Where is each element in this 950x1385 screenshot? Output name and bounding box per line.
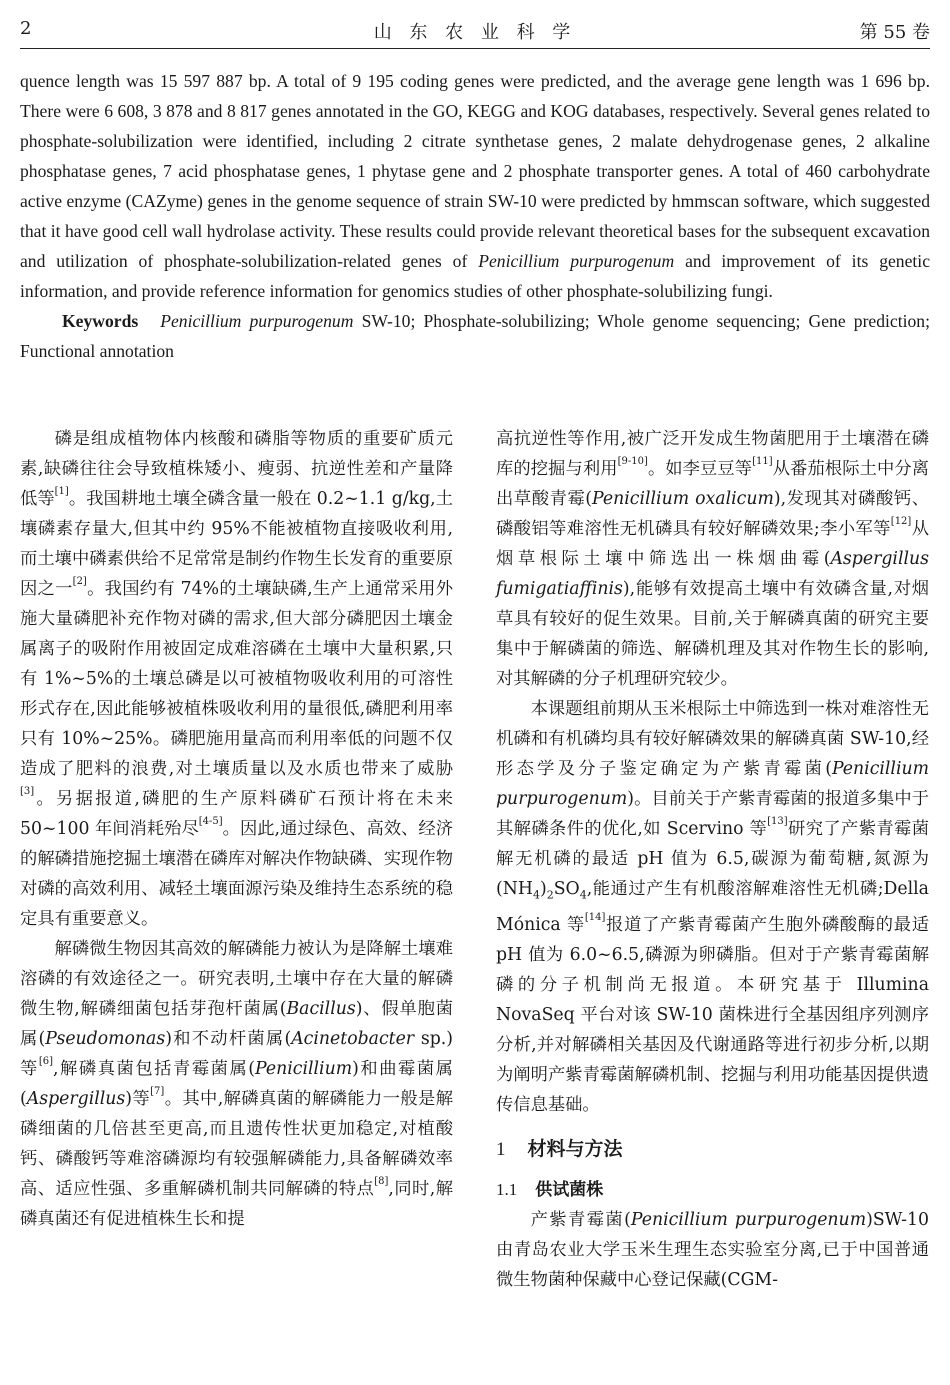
page-number: 2 [20,18,32,39]
abstract-text: quence length was 15 597 887 bp. A total of 9 195 coding genes were predicted, and the average gene length was 1 696 bp. There were 6 608, 3 878 and 8 817 genes annotated in the GO, KEGG and KOG databases, respectively. Several genes related to phosphate-solubilization were identified, including 2 citrate synthetase genes, 2 malate dehydrogenase genes, 2 alkaline phosphatase genes, 7 acid phosphatase genes, 1 phytase gene and 2 phosphate transporter genes. A total of 460 carbohydrate active enzyme (CAZyme) genes in the genome sequence of strain SW-10 were predicted by hmmscan software, which suggested that it have good cell wall hydrolase activity. These results could provide relevant theoretical bases for the subsequent excavation and utilization of phosphate-solubilization-related genes of Penicillium purpurogenum and improvement of its genetic information, and provide reference information for genomics studies of other phosphate-solubilizing fungi. [20,71,931,301]
intro-paragraph-1: 磷是组成植物体内核酸和磷脂等物质的重要矿质元素,缺磷往往会导致植株矮小、瘦弱、抗逆性差和产量降低等[1]。我国耕地土壤全磷含量一般在 0.2~1.1 g/kg,土壤磷素存量大,但其中约 95%不能被植物直接吸收利用,而土壤中磷素供给不足常常是制约作物生长发育的重要原因之一[2]。我国约有 74%的土壤缺磷,生产上通常采用外施大量磷肥补充作物对磷的需求,但大部分磷肥因土壤金属离子的吸附作用被固定成难溶磷在土壤中大量积累,只有 1%~5%的土壤总磷是以可被植物吸收利用的可溶性形式存在,因此能够被植株吸收利用的量很低,磷肥利用率只有 10%~25%。磷肥施用量高而利用率低的问题不仅造成了肥料的浪费,对土壤质量以及水质也带来了威胁[3]。另据报道,磷肥的生产原料磷矿石预计将在未来 50~100 年间消耗殆尽[4-5]。因此,通过绿色、高效、经济的解磷措施挖掘土壤潜在磷库对解决作物缺磷、实现作物对磷的高效利用、减轻土壤面源污染及维持生态系统的稳定具有重要意义。 [20,429,453,929]
volume-label: 第 55 卷 [859,22,930,43]
intro-paragraph-2-cont: 高抗逆性等作用,被广泛开发成生物菌肥用于土壤潜在磷库的挖掘与利用[9-10]。如李豆豆等[11]从番茄根际土中分离出草酸青霉(Penicillium oxalicum),发现其对磷酸钙、磷酸铝等难溶性无机磷具有较好解磷效果;李小军等[12]从烟草根际土壤中筛选出一株烟曲霉(Aspergillus fumigatiaffinis),能够有效提高土壤中有效磷含量,对烟草具有较好的促生效果。目前,关于解磷真菌的研究主要集中于解磷菌的筛选、解磷机理及其对作物生长的影响,对其解磷的分子机理研究较少。 [496,429,929,689]
intro-paragraph-3: 本课题组前期从玉米根际土中筛选到一株对难溶性无机磷和有机磷均具有较好解磷效果的解磷真菌 SW-10,经形态学及分子鉴定确定为产紫青霉菌(Penicillium purpurogenum)。目前关于产紫青霉菌的报道多集中于其解磷条件的优化,如 Scervino 等[13]研究了产紫青霉菌解无机磷的最适 pH 值为 6.5,碳源为葡萄糖,氮源为$(NH_4)_2SO_4$,能通过产生有机酸溶解难溶性无机磷;Della Mónica 等[14]报道了产紫青霉菌产生胞外磷酸酶的最适 pH 值为 6.0~6.5,磷源为卵磷脂。但对于产紫青霉菌解磷的分子机制尚无报道。本研究基于 Illumina NovaSeq 平台对该 SW-10 菌株进行全基因组序列测序分析,并对解磷相关基因及代谢通路等进行初步分析,以期为阐明产紫青霉菌解磷机制、挖掘与利用功能基因提供遗传信息基础。 [496,699,929,1116]
keywords: Keywords Penicillium purpurogenum SW-10; Phosphate-solubilizing; Whole genome sequencing; Gene prediction; Functional annotation [20,311,930,361]
running-header [20,14,930,49]
strain-paragraph: 产紫青霉菌(Penicillium purpurogenum)SW-10 由青岛农业大学玉米生理生态实验室分离,已于中国普通微生物菌种保藏中心登记保藏(CGM- [496,1210,929,1291]
left-column [20,424,453,1234]
right-column [496,424,929,1295]
intro-paragraph-2: 解磷微生物因其高效的解磷能力被认为是降解土壤难溶磷的有效途径之一。研究表明,土壤中存在大量的解磷微生物,解磷细菌包括芽孢杆菌属(Bacillus)、假单胞菌属(Pseudomonas)和不动杆菌属(Acinetobacter sp.)等[6],解磷真菌包括青霉菌属(Penicillium)和曲霉菌属(Aspergillus)等[7]。其中,解磷真菌的解磷能力一般是解磷细菌的几倍甚至更高,而且遗传性状更加稳定,对植酸钙、磷酸钙等难溶磷源均有较强解磷能力,具备解磷效率高、适应性强、多重解磷机制共同解磷的特点[8],同时,解磷真菌还有促进植株生长和提 [20,939,454,1229]
journal-title: 山 东 农 业 科 学 [373,22,577,43]
subsection-heading-strain: 1.1 供试菌株 [496,1180,604,1201]
section-heading-methods: 1 材料与方法 [496,1138,623,1161]
keywords-label: Keywords [62,311,139,331]
english-abstract [20,66,930,366]
